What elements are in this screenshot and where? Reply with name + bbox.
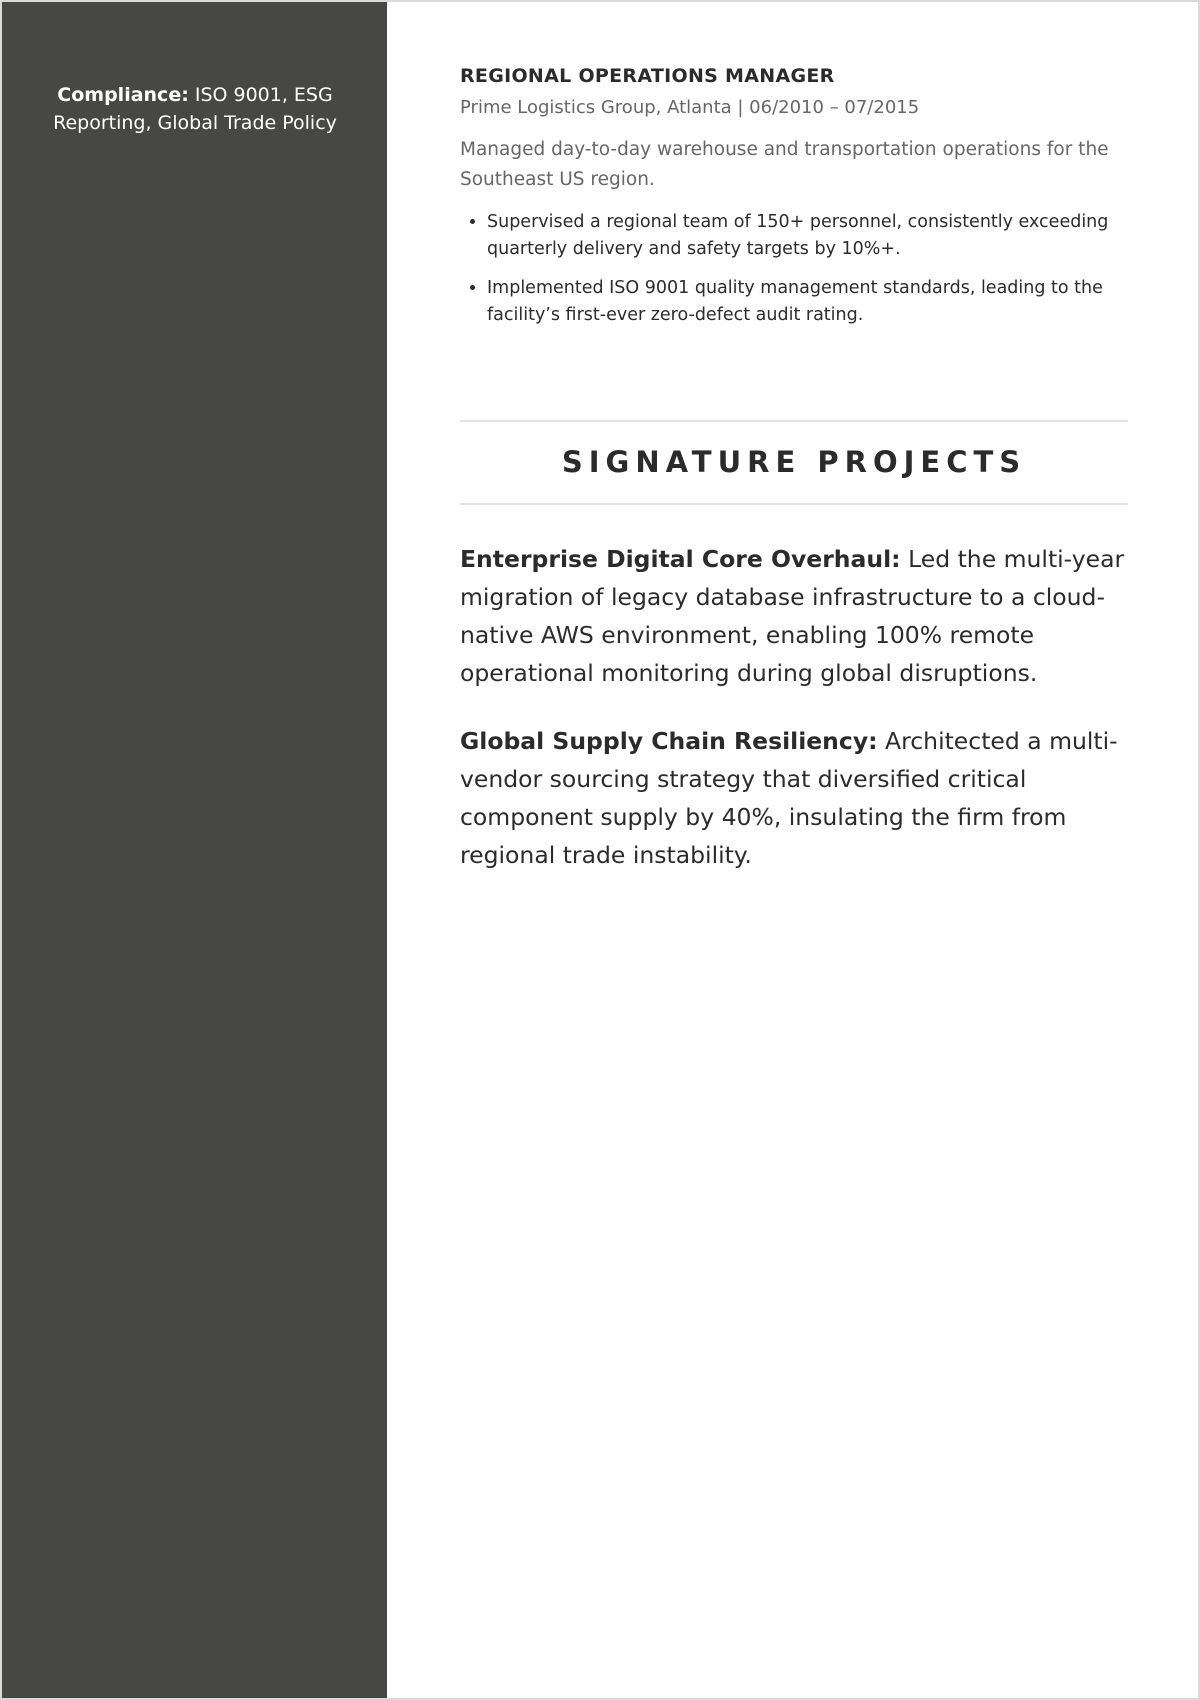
section-heading-signature-projects: SIGNATURE PROJECTS bbox=[561, 445, 1027, 479]
sidebar bbox=[2, 2, 387, 1698]
section-divider-top bbox=[460, 420, 1128, 422]
project-name: Enterprise Digital Core Overhaul: bbox=[460, 545, 901, 573]
project-item bbox=[460, 722, 1128, 874]
compliance-label: Compliance: bbox=[57, 84, 189, 106]
section-divider-bottom bbox=[460, 503, 1128, 505]
projects-list bbox=[460, 540, 1128, 904]
compliance-text: ISO 9001, ESG Reporting, Global Trade Policy bbox=[53, 84, 337, 134]
job-meta: Prime Logistics Group, Atlanta | 06/2010 – 07/2015 bbox=[460, 97, 920, 118]
experience-entry bbox=[460, 62, 1128, 341]
job-bullet: • Implemented ISO 9001 quality management standards, leading to the facility’s first-ever zero-defect audit rating. bbox=[487, 275, 1128, 329]
project-description: Architected a multi-vendor sourcing strategy that diversified critical component supply by 40%, insulating the firm from regional trade instability. bbox=[460, 727, 1118, 869]
job-bullet: • Supervised a regional team of 150+ personnel, consistently exceeding quarterly delivery and safety targets by 10%+. bbox=[487, 209, 1128, 263]
job-bullets bbox=[460, 209, 1128, 329]
job-summary: Managed day-to-day warehouse and transportation operations for the Southeast US region. bbox=[460, 139, 1109, 190]
project-name: Global Supply Chain Resiliency: bbox=[460, 727, 878, 755]
job-title: REGIONAL OPERATIONS MANAGER bbox=[460, 65, 835, 87]
project-item bbox=[460, 540, 1128, 692]
project-description: Led the multi-year migration of legacy database infrastructure to a cloud-native AWS environment, enabling 100% remote operational monitoring during global disruptions. bbox=[460, 545, 1125, 687]
compliance-entry bbox=[32, 81, 358, 137]
